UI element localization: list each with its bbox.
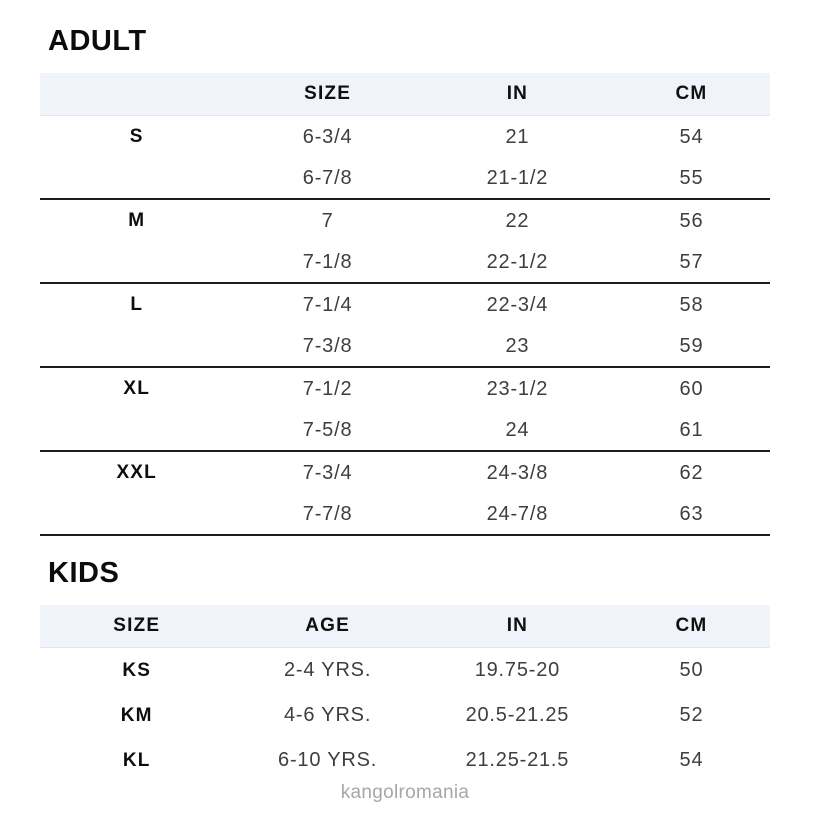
cell-size: 7-7/8 <box>302 502 353 525</box>
table-row <box>40 452 770 494</box>
table-row <box>40 326 770 368</box>
kids-header-cm: CM <box>675 615 708 636</box>
cell-size: 7 <box>321 209 334 232</box>
kids-table-header-row <box>40 605 770 648</box>
cell-size: 7-3/8 <box>302 334 353 357</box>
adult-size-table <box>40 73 770 536</box>
size-group-label: S <box>129 126 144 147</box>
cell-cm: 62 <box>679 461 704 484</box>
cell-age: 2-4 YRS. <box>284 659 372 681</box>
cell-age: 6-10 YRS. <box>278 749 378 771</box>
adult-header-in: IN <box>506 83 529 104</box>
kids-section <box>40 556 770 783</box>
kids-header-in: IN <box>506 615 529 636</box>
kids-size-label: KS <box>122 659 152 681</box>
cell-in: 22 <box>505 209 530 232</box>
table-row <box>40 284 770 326</box>
cell-cm: 56 <box>679 209 704 232</box>
kids-header-size: SIZE <box>113 615 161 636</box>
cell-in: 24-3/8 <box>486 461 549 484</box>
table-row <box>40 738 770 783</box>
adult-section <box>40 24 770 536</box>
cell-age: 4-6 YRS. <box>284 704 372 726</box>
cell-in: 21.25-21.5 <box>465 749 570 771</box>
adult-section-title: ADULT <box>48 25 147 57</box>
cell-in: 20.5-21.25 <box>465 704 570 726</box>
table-row <box>40 648 770 693</box>
cell-size: 6-3/4 <box>302 125 353 148</box>
cell-in: 24 <box>505 418 530 441</box>
cell-cm: 58 <box>679 293 704 316</box>
table-row <box>40 158 770 200</box>
cell-in: 23-1/2 <box>486 377 549 400</box>
cell-cm: 54 <box>679 125 704 148</box>
cell-cm: 61 <box>679 418 704 441</box>
cell-size: 7-3/4 <box>302 461 353 484</box>
cell-size: 7-1/2 <box>302 377 353 400</box>
size-group-label: XXL <box>116 462 157 483</box>
cell-cm: 52 <box>679 704 704 726</box>
cell-cm: 55 <box>679 166 704 189</box>
cell-cm: 50 <box>679 659 704 681</box>
cell-cm: 54 <box>679 749 704 771</box>
adult-table-header-row <box>40 73 770 116</box>
table-row <box>40 693 770 738</box>
cell-in: 22-1/2 <box>486 250 549 273</box>
cell-in: 19.75-20 <box>474 659 561 681</box>
cell-in: 21-1/2 <box>486 166 549 189</box>
size-group-label: L <box>130 294 144 315</box>
watermark-text: kangolromania <box>340 782 470 803</box>
adult-header-size: SIZE <box>304 83 352 104</box>
table-row <box>40 242 770 284</box>
kids-size-label: KM <box>120 704 153 726</box>
kids-size-table <box>40 605 770 783</box>
cell-cm: 59 <box>679 334 704 357</box>
cell-in: 21 <box>505 125 530 148</box>
cell-in: 24-7/8 <box>486 502 549 525</box>
cell-in: 23 <box>505 334 530 357</box>
table-row <box>40 200 770 242</box>
kids-header-age: AGE <box>305 615 350 636</box>
table-row <box>40 116 770 158</box>
size-group-label: XL <box>123 378 151 399</box>
kids-size-label: KL <box>122 749 151 771</box>
table-row <box>40 410 770 452</box>
size-group-label: M <box>128 210 146 231</box>
cell-size: 7-1/4 <box>302 293 353 316</box>
cell-in: 22-3/4 <box>486 293 549 316</box>
cell-size: 7-1/8 <box>302 250 353 273</box>
cell-cm: 60 <box>679 377 704 400</box>
kids-section-title: KIDS <box>48 557 120 589</box>
cell-cm: 57 <box>679 250 704 273</box>
adult-header-cm: CM <box>675 83 708 104</box>
cell-cm: 63 <box>679 502 704 525</box>
table-row <box>40 368 770 410</box>
cell-size: 7-5/8 <box>302 418 353 441</box>
table-row <box>40 494 770 536</box>
cell-size: 6-7/8 <box>302 166 353 189</box>
